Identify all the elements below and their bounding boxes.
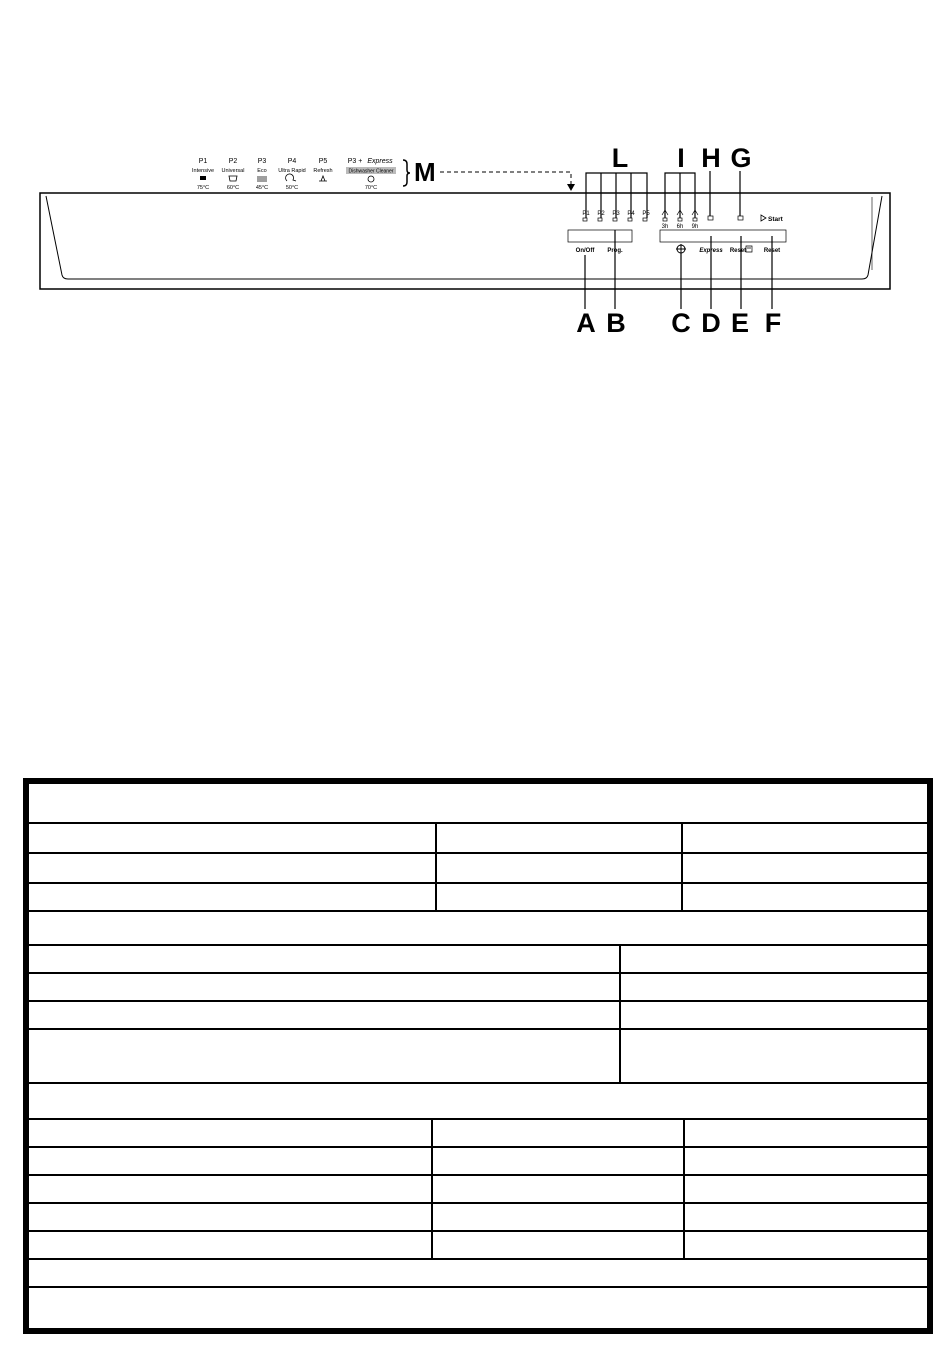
on-off-button-label: On/Off [575,248,595,254]
table-section-header [29,912,927,946]
table-cell [433,1148,685,1174]
reset-button-label: Reset [763,248,781,254]
express-button-label: Express [699,248,723,254]
table-cell [437,884,683,910]
led-p2 [598,218,602,221]
legend-p2-name: Universal [221,168,245,174]
start-icon [761,215,766,221]
legend-p2-code: P2 [228,158,238,165]
table-cell [683,824,927,852]
power-icon [676,244,686,254]
table-cell [621,1002,927,1028]
led-g [738,216,743,220]
quick-icon [286,174,296,181]
top-leaders [586,171,740,218]
led-label-p2: P2 [597,211,605,217]
table-row [29,1030,927,1084]
program-table [23,778,933,1334]
table-cell [33,884,437,910]
table-section-header [29,788,927,824]
legend-p3-name: Eco [257,168,267,174]
panel-outline [40,193,890,289]
table-row [29,1176,927,1204]
table-cell [33,1002,621,1028]
delay-label-6h: 6h [676,224,684,230]
m-leader-arrow [567,184,575,191]
legend-p3-code: P3 [257,158,267,165]
table-cell [685,1148,927,1174]
panel-inner-contour [46,196,882,279]
table-row [29,946,927,974]
table-cell [683,854,927,882]
callout-i: I [677,143,685,173]
table-row [29,974,927,1002]
cup-icon [229,176,237,181]
table-cell [33,824,437,852]
table-cell [33,1232,433,1258]
table-row [29,1120,927,1148]
led-delay-3h [663,218,667,221]
cleaner-icon [368,176,374,182]
legend-combo-code: P3 + [347,158,363,165]
table-cell [433,1120,685,1146]
callout-a: A [576,308,596,338]
led-delay-6h [678,218,682,221]
table-section-header [29,1260,927,1288]
table-cell [685,1120,927,1146]
program-legend [192,158,396,191]
table-row [29,884,927,912]
table-row [29,854,927,884]
callout-b: B [606,308,626,338]
legend-brace [403,160,410,186]
led-p3 [613,218,617,221]
legend-combo-express: Express [367,158,393,165]
right-button-strip[interactable] [660,230,786,242]
table-row [29,1232,927,1260]
callout-l: L [611,143,629,173]
start-label: Start [768,216,783,223]
callout-m: M [414,157,436,187]
eco-icon [257,177,267,181]
legend-p2-temp: 60°C [226,185,240,191]
table-cell [433,1176,685,1202]
salt-icon [746,246,752,252]
callout-g: G [730,143,752,173]
left-button-strip[interactable] [568,230,632,242]
table-cell [437,854,683,882]
table-cell [433,1204,685,1230]
table-cell [33,1120,433,1146]
table-row [29,1148,927,1176]
legend-combo-cleaner: Dishwasher Cleaner [348,168,394,175]
callout-c: C [671,308,691,338]
callout-h: H [701,143,721,173]
table-cell [33,974,621,1000]
led-label-p3: P3 [612,211,620,217]
table-cell [33,946,621,972]
callout-e: E [730,308,750,338]
pot-icon [200,176,206,180]
legend-combo-temp: 70°C [364,185,378,191]
table-cell [685,1204,927,1230]
legend-p5-code: P5 [318,158,328,165]
table-cell [33,854,437,882]
legend-p3-temp: 45°C [255,185,269,191]
led-h [708,216,713,220]
legend-p4-name: Ultra Rapid [278,168,306,174]
legend-p1-name: Intensive [191,168,215,174]
table-cell [433,1232,685,1258]
callout-f: F [764,308,782,338]
table-cell [33,1148,433,1174]
delay-label-9h: 9h [691,224,699,230]
led-p5 [643,218,647,221]
table-section-header [29,1084,927,1120]
table-row [29,1002,927,1030]
prog-button-label: Prog. [607,248,623,254]
callout-d: D [701,308,721,338]
rinse-icon [319,176,327,181]
table-cell [685,1176,927,1202]
led-delay-9h [693,218,697,221]
table-cell [33,1176,433,1202]
table-cell [621,974,927,1000]
table-row [29,824,927,854]
table-cell [621,1030,927,1082]
table-cell [685,1232,927,1258]
table-cell [33,1030,621,1082]
led-label-p4: P4 [627,211,635,217]
legend-p4-temp: 50°C [285,185,299,191]
legend-p5-name: Refresh [313,168,333,174]
m-leader-line [440,172,571,186]
table-row [29,1204,927,1232]
led-label-p1: P1 [582,211,590,217]
delay-label-3h: 3h [661,224,669,230]
table-cell [437,824,683,852]
led-p4 [628,218,632,221]
reset-salt-button-label: Reset [729,248,747,254]
table-cell [683,884,927,910]
table-cell [621,946,927,972]
legend-p1-code: P1 [198,158,208,165]
legend-p4-code: P4 [287,158,297,165]
legend-p1-temp: 75°C [196,185,210,191]
led-p1 [583,218,587,221]
table-cell [33,1204,433,1230]
led-label-p5: P5 [642,211,650,217]
